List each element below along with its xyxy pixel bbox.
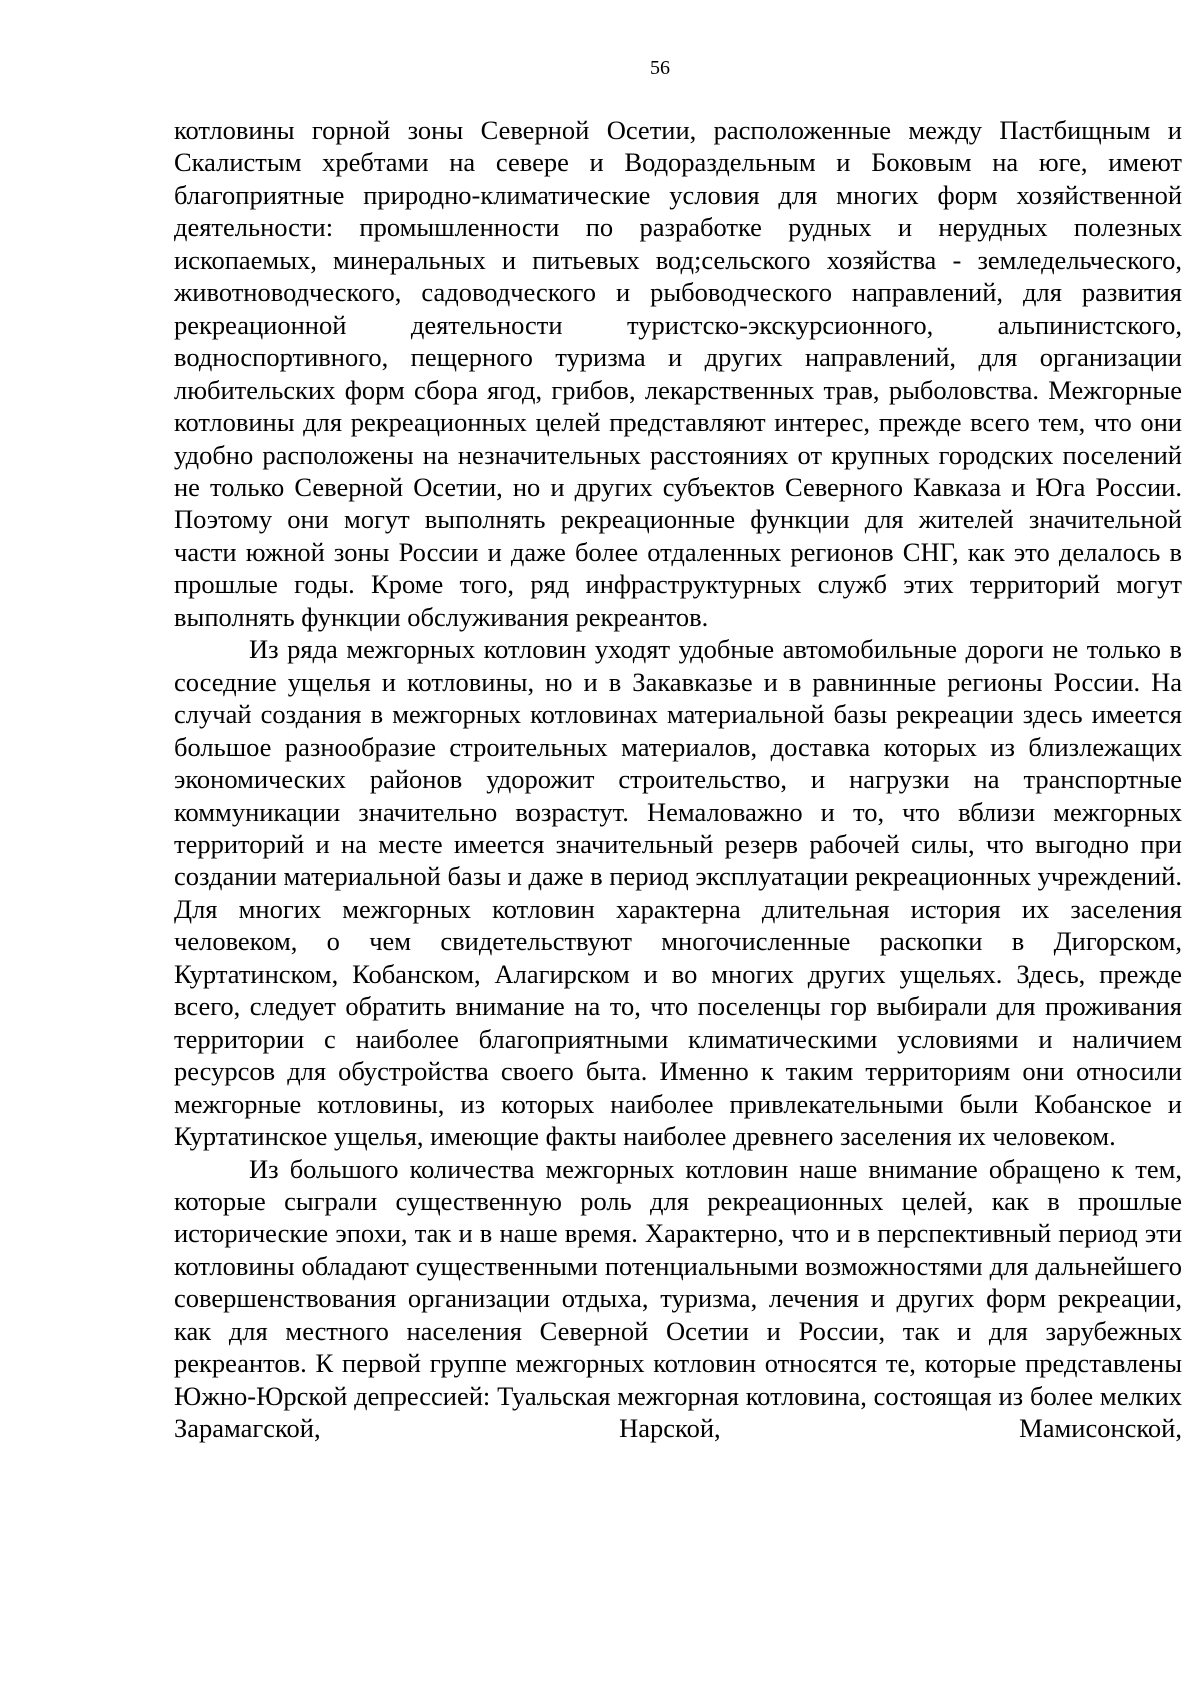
paragraph-2: Из ряда межгорных котловин уходят удобные автомобильные дороги не только в соседние ущелья и котловины, но и в Закавказье и в равнинные регионы России. На случай создания в межгорных котловинах материальной базы рекреации здесь имеется большое разнообразие строительных материалов, доставка которых из близлежащих экономических районов удорожит строительство, и нагрузки на транспортные коммуникации значительно возрастут. Немаловажно и то, что вблизи межгорных территорий и на месте имеется значительный резерв рабочей силы, что выгодно при создании материальной базы и даже в период эксплуатации рекреационных учреждений. Для многих межгорных котловин характерна длительная история их заселения человеком, о чем свидетельствуют многочисленные раскопки в Дигорском, Куртатинском, Кобанском, Алагирском и во многих других ущельях. Здесь, прежде всего, следует обратить внимание на то, что поселенцы гор выбирали для проживания территории с наиболее благоприятными климатическими условиями и наличием ресурсов для обустройства своего быта. Именно к таким территориям они относили межгорные котловины, из которых наиболее привлекательными были Кобанское и Куртатинское ущелья, имеющие факты наиболее древнего заселения их человеком. (174, 634, 1182, 1152)
page-number: 56 (650, 57, 670, 79)
paragraph-1: котловины горной зоны Северной Осетии, расположенные между Пастбищным и Скалистым хребтами на севере и Водораздельным и Боковым на юге, имеют благоприятные природно-климатические условия для многих форм хозяйственной деятельности: промышленности по разработке рудных и нерудных полезных ископаемых, минеральных и питьевых вод;сельского хозяйства - земледельческого, животноводческого, садоводческого и рыбоводческого направлений, для развития рекреационной деятельности туристско-экскурсионного, альпинистского, водноспортивного, пещерного туризма и других направлений, для организации любительских форм сбора ягод, грибов, лекарственных трав, рыболовства. Межгорные котловины для рекреационных целей представляют интерес, прежде всего тем, что они удобно расположены на незначительных расстояниях от крупных городских поселений не только Северной Осетии, но и других субъектов Северного Кавказа и Юга России. Поэтому они могут выполнять рекреационные функции для жителей значительной части южной зоны России и даже более отдаленных регионов СНГ, как это делалось в прошлые годы. Кроме того, ряд инфраструктурных служб этих территорий могут выполнять функции обслуживания рекреантов. (174, 115, 1182, 632)
body-text (174, 114, 1182, 1445)
paragraph-3: Из большого количества межгорных котловин наше внимание обращено к тем, которые сыграли существенную роль для рекреационных целей, как в прошлые исторические эпохи, так и в наше время. Характерно, что и в перспективный период эти котловины обладают существенными потенциальными возможностями для дальнейшего совершенствования организации отдыха, туризма, лечения и других форм рекреации, как для местного населения Северной Осетии и России, так и для зарубежных рекреантов. К первой группе межгорных котловин относятся те, которые представлены Южно-Юрской депрессией: Туальская межгорная котловина, состоящая из более мелких Зарамагской, Нарской, Мамисонской, (174, 1153, 1182, 1444)
